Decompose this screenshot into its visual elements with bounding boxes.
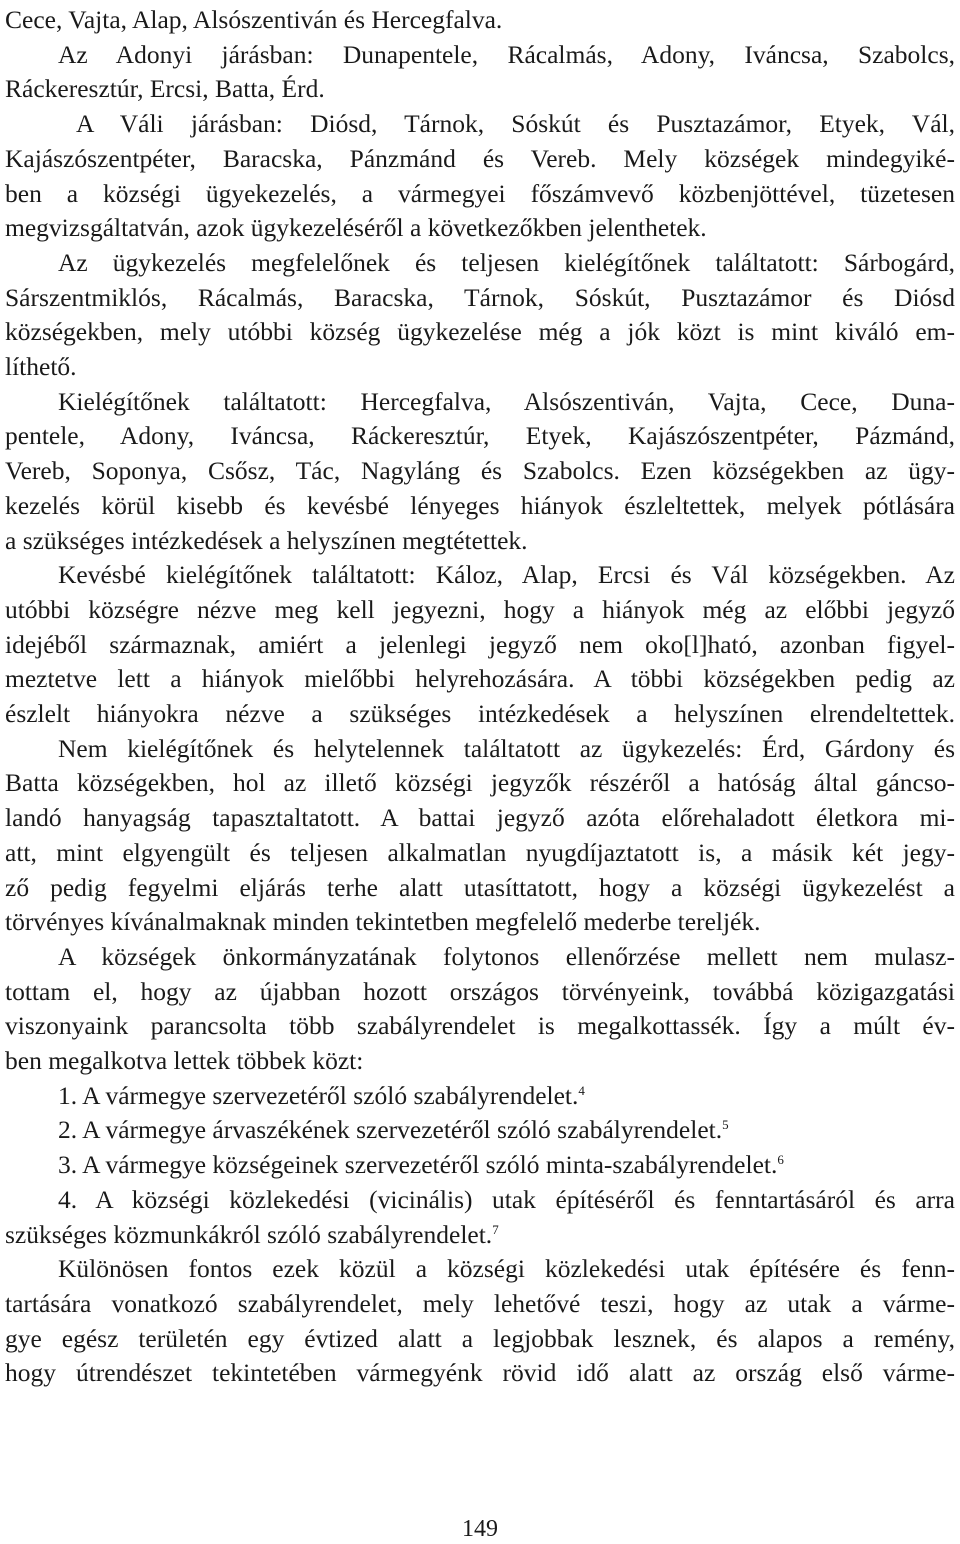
text-line-content: 3. A vármegye községeinek szervezetéről szóló minta-szabályrendelet.	[58, 1150, 778, 1180]
text-line-content: meztetve lett a hiányok mielőbbi helyrehozására. A többi községekben pedig az	[5, 664, 955, 694]
text-line-content: Az ügykezelés megfelelőnek és teljesen kielégítőnek találtatott: Sárbogárd,	[58, 247, 955, 277]
text-line	[5, 835, 955, 871]
text-line	[58, 37, 955, 73]
text-line	[5, 210, 955, 246]
text-line-content: Kielégítőnek találtatott: Hercegfalva, Alsószentiván, Vajta, Cece, Duna-	[58, 386, 955, 416]
text-line	[5, 1043, 955, 1079]
text-line-content: Sárszentmiklós, Rácalmás, Baracska, Tárnok, Sóskút, Pusztazámor és Diósd	[5, 282, 955, 312]
text-line-content: A községek önkormányzatának folytonos ellenőrzése mellett nem mulasz-	[58, 941, 955, 971]
text-line-content: a szükséges intézkedések a helyszínen megtétettek.	[5, 525, 528, 555]
text-line	[5, 661, 955, 697]
text-line-content: Kajászószentpéter, Baracska, Pánzmánd és Vereb. Mely községek mindegyiké-	[5, 143, 955, 173]
text-line	[58, 1251, 955, 1287]
text-line-content: Különösen fontos ezek közül a községi közlekedési utak építésére és fenn-	[58, 1254, 955, 1284]
text-line-content: ben megalkotva lettek többek közt:	[5, 1046, 364, 1075]
text-line-content: 4. A községi közlekedési (vicinális) utak építéséről és fenntartásáról és arra	[58, 1184, 955, 1214]
text-line-content: Vereb, Soponya, Csősz, Tác, Nagyláng és Szabolcs. Ezen községekben az ügy-	[5, 456, 955, 486]
footnote-marker: 5	[722, 1117, 729, 1133]
text-line	[5, 696, 955, 732]
text-line	[5, 2, 955, 38]
text-line-content: hogy útrendészet tekintetében vármegyénk rövid idő alatt az ország első várme-	[5, 1358, 955, 1388]
text-line-content: 2. A vármegye árvaszékének szervezetéről szóló szabályrendelet.	[58, 1115, 723, 1145]
text-line	[76, 106, 955, 142]
text-line-content: A Váli járásban: Diósd, Tárnok, Sóskút és Pusztazámor, Etyek, Vál,	[76, 109, 955, 139]
text-line	[5, 280, 955, 316]
text-line	[5, 523, 955, 559]
text-line-content: landó hanyagság tapasztaltatott. A battai jegyző azóta előrehaladott életkora mi-	[5, 803, 955, 833]
text-line-content: észlelt hiányokra nézve a szükséges intézkedések a helyszínen elrendeltettek.	[5, 699, 955, 728]
text-line	[5, 1008, 955, 1044]
text-line-content: törvényes kívánalmaknak minden tekintetben megfelelő mederbe tereljék.	[5, 907, 761, 937]
text-line-content: Cece, Vajta, Alap, Alsószentiván és Hercegfalva.	[5, 5, 503, 34]
text-line-content: tartására vonatkozó szabályrendelet, mely lehetővé teszi, hogy az utak a várme-	[5, 1288, 955, 1318]
text-line	[58, 731, 955, 767]
text-line	[58, 939, 955, 975]
text-line-content: tottam el, hogy az újabban hozott országos törvényeink, továbbá közigazgatási	[5, 976, 955, 1006]
text-line	[5, 1217, 955, 1253]
text-line	[5, 627, 955, 663]
footnote-marker: 6	[777, 1152, 784, 1168]
text-line-content: Az Adonyi járásban: Dunapentele, Rácalmás, Adony, Iváncsa, Szabolcs,	[58, 39, 955, 69]
text-line	[5, 592, 955, 628]
footnote-marker: 4	[578, 1082, 585, 1098]
text-line	[5, 418, 955, 454]
text-line-content: líthető.	[5, 352, 77, 381]
text-line-content: Ráckeresztúr, Ercsi, Batta, Érd.	[5, 74, 325, 104]
page-number: 149	[462, 1516, 498, 1542]
text-line	[5, 870, 955, 906]
text-line-content: kezelés körül kisebb és kevésbé lényeges hiányok észleltettek, melyek pótlására	[5, 490, 955, 520]
text-line	[58, 1147, 955, 1183]
text-line	[58, 1112, 955, 1148]
text-line-content: Batta községekben, hol az illető községi jegyzők részéről a hatóság által gáncso-	[5, 768, 955, 798]
text-line-content: Nem kielégítőnek és helytelennek találtatott az ügykezelés: Érd, Gárdony és	[58, 733, 955, 763]
text-line-content: idejéből származnak, amiért a jelenlegi jegyző nem oko[l]ható, azonban figyel-	[5, 629, 955, 659]
text-line	[5, 1321, 955, 1357]
text-line	[5, 141, 955, 177]
text-line-content: att, mint elgyengült és teljesen alkalmatlan nyugdíjaztatott is, a másik két jegy-	[5, 837, 955, 867]
text-line	[5, 1286, 955, 1322]
text-line-content: községekben, mely utóbbi község ügykezelése még a jók közt is mint kiváló em-	[5, 317, 955, 347]
text-line-content: ző pedig fegyelmi eljárás terhe alatt utasíttatott, hogy a községi ügykezelést a	[5, 872, 955, 902]
text-line-content: ben a községi ügyekezelés, a vármegyei főszámvevő közbenjöttével, tüzetesen	[5, 178, 955, 208]
text-line	[5, 765, 955, 801]
text-line-content: utóbbi községre nézve meg kell jegyezni, hogy a hiányok még az előbbi jegyző	[5, 594, 955, 624]
text-line	[58, 1078, 955, 1114]
text-line	[58, 384, 955, 420]
text-line	[5, 349, 955, 385]
text-line	[58, 557, 955, 593]
text-line-content: 1. A vármegye szervezetéről szóló szabályrendelet.	[58, 1080, 579, 1110]
text-line-content: szükséges közmunkákról szóló szabályrendelet.	[5, 1219, 493, 1249]
text-line	[58, 1182, 955, 1218]
text-line	[5, 800, 955, 836]
text-line-content: gye egész területén egy évtized alatt a legjobbak lesznek, és alapos a remény,	[5, 1323, 955, 1353]
text-line	[5, 176, 955, 212]
text-line	[5, 488, 955, 524]
text-line-content: Kevésbé kielégítőnek találtatott: Káloz, Alap, Ercsi és Vál községekben. Az	[58, 560, 955, 590]
text-line	[58, 245, 955, 281]
text-line	[5, 453, 955, 489]
text-line	[5, 1355, 955, 1391]
footnote-marker: 7	[492, 1221, 499, 1237]
text-line-content: viszonyaink parancsolta több szabályrendelet is megalkottassék. Így a múlt év-	[5, 1011, 955, 1041]
text-line-content: pentele, Adony, Iváncsa, Ráckeresztúr, Etyek, Kajászószentpéter, Pázmánd,	[5, 421, 955, 451]
text-line-content: megvizsgáltatván, azok ügykezeléséről a következőkben jelenthetek.	[5, 213, 707, 243]
text-line	[5, 314, 955, 350]
text-line	[5, 974, 955, 1010]
text-line	[5, 71, 955, 107]
text-line	[5, 904, 955, 940]
